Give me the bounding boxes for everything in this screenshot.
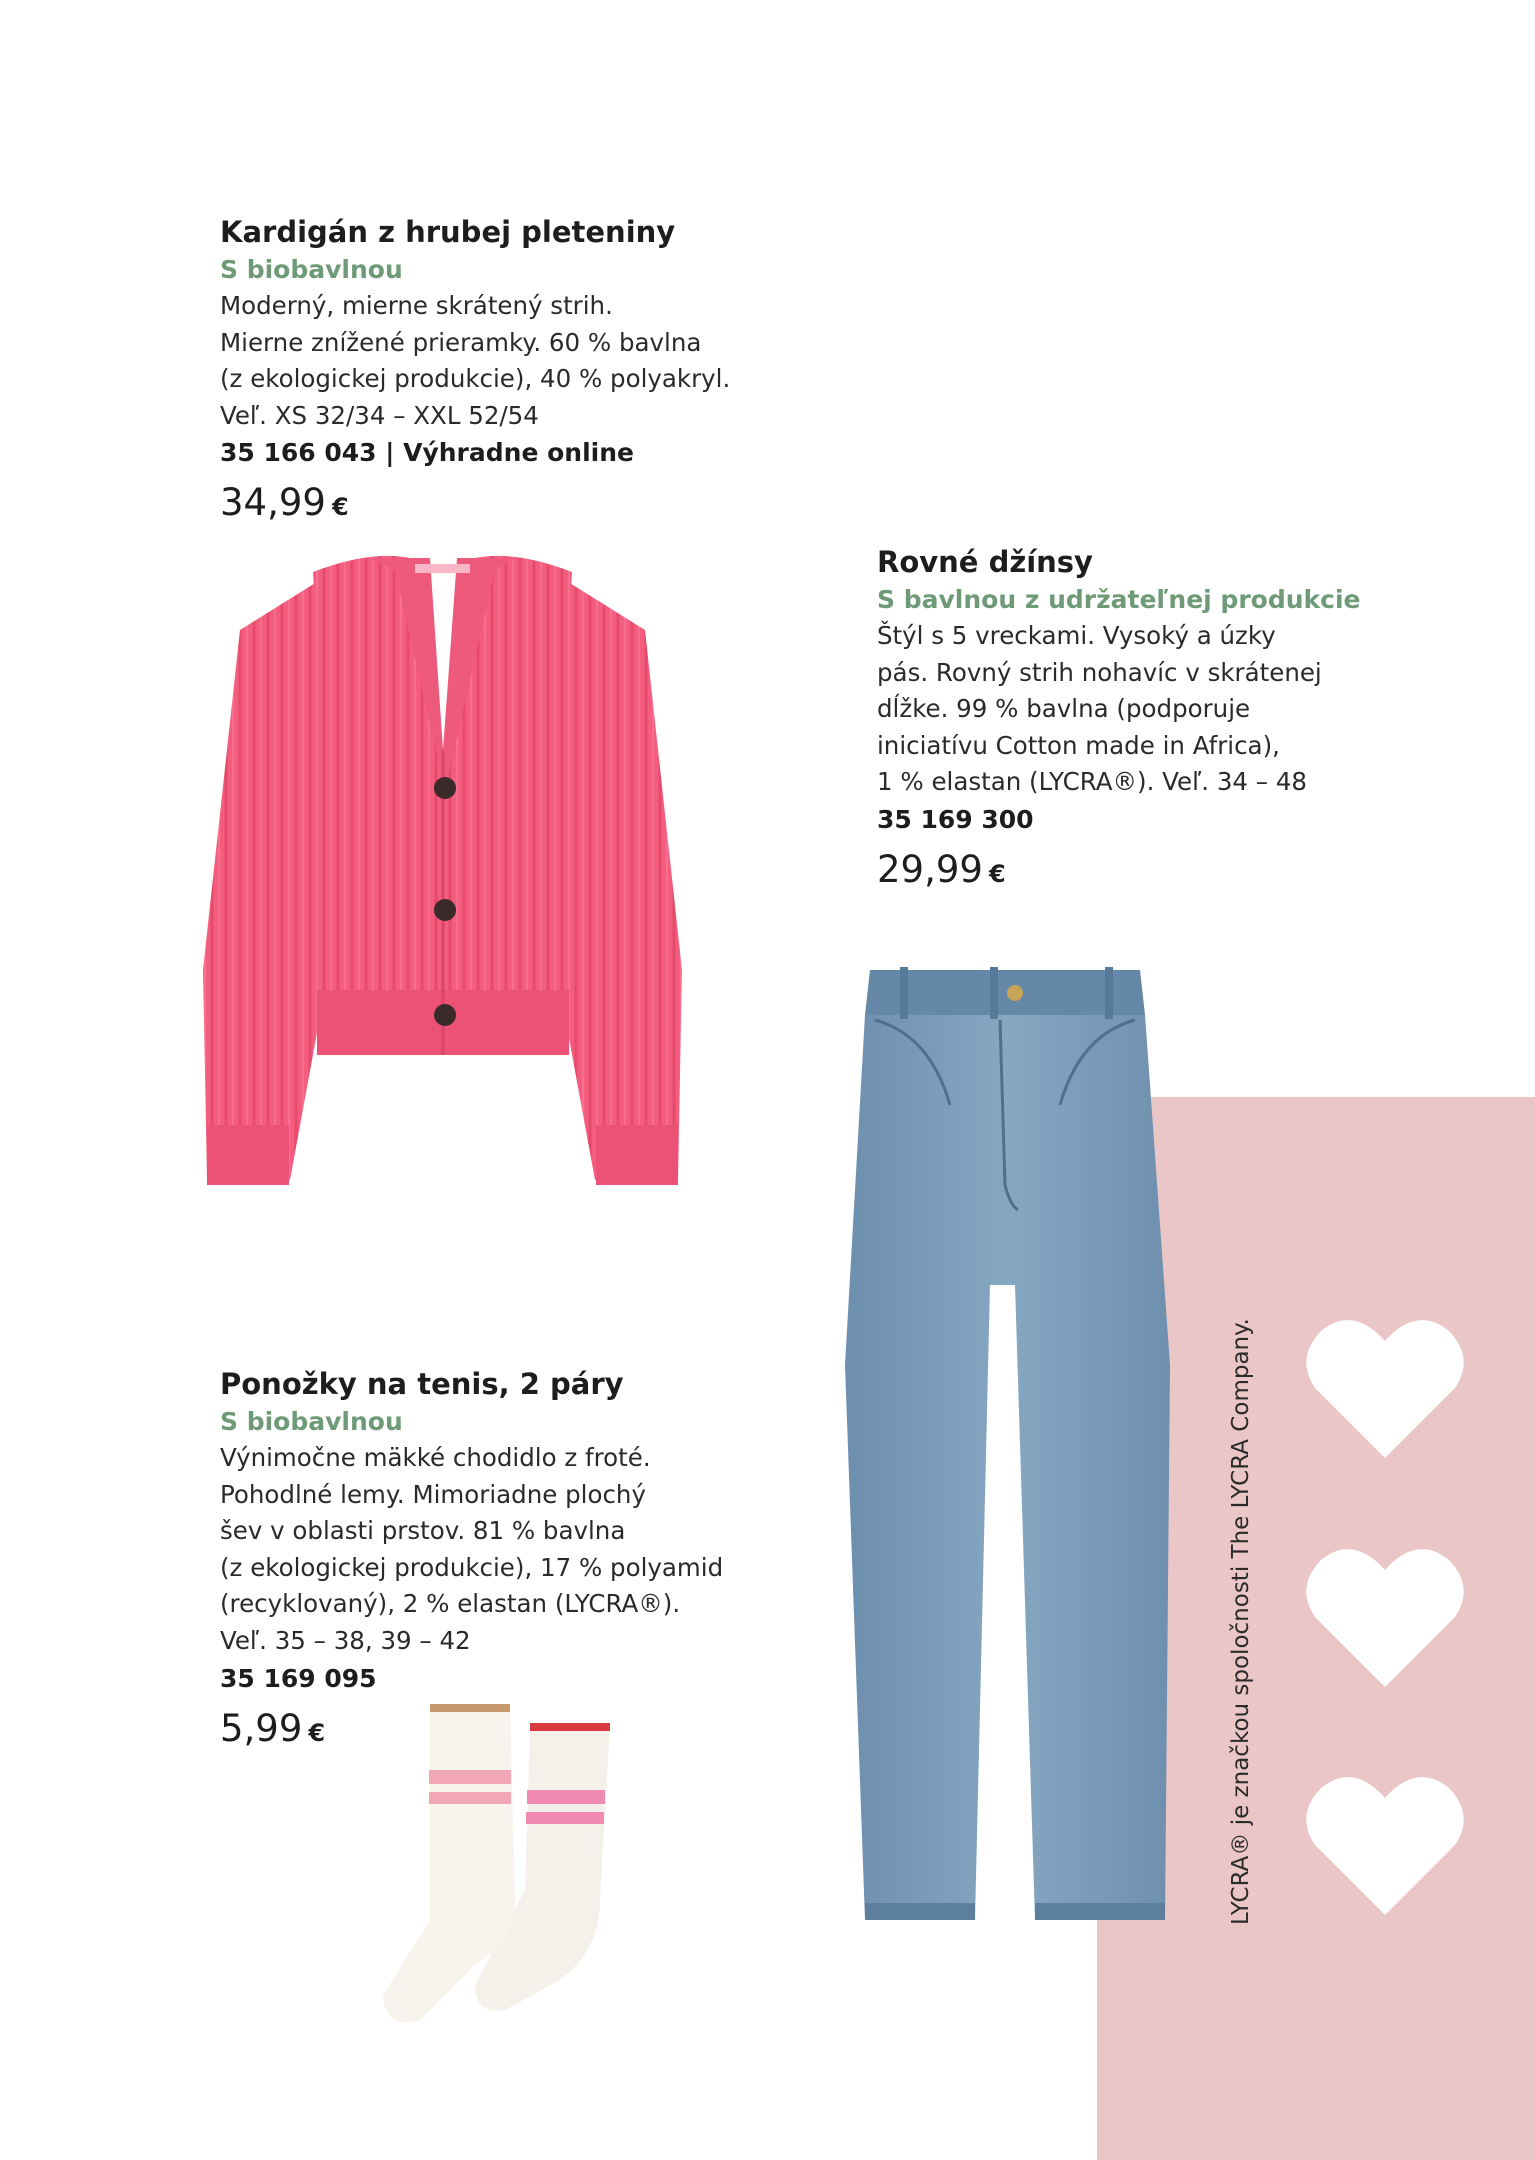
product-description: Štýl s 5 vreckami. Vysoký a úzky pás. Rovný strih nohavíc v skrátenej dĺžke. 99 % bavlna (podporuje iniciatívu Cotton made in Africa), 1 % elastan (LYCRA®). Veľ. 34 – 48: [877, 621, 1322, 797]
product-price: 29,99 €: [877, 847, 1006, 891]
product-description: Moderný, mierne skrátený strih. Mierne znížené prieramky. 60 % bavlna (z ekologickej produkcie), 40 % polyakryl. Veľ. XS 32/34 – XXL 52/54: [220, 291, 731, 430]
product-subtitle: S bavlnou z udržateľnej produkcie: [877, 585, 1361, 614]
jeans-image: [840, 965, 1180, 1930]
product-title: Ponožky na tenis, 2 páry: [220, 1367, 624, 1401]
product-code: 35 169 095: [220, 1663, 377, 1693]
product-description: Výnimočne mäkké chodidlo z froté. Pohodlné lemy. Mimoriadne plochý šev v oblasti prstov. 81 % bavlna (z ekologickej produkcie), 17 % polyamid (recyklovaný), 2 % elastan (LYCRA®). Veľ. 35 – 38, 39 – 42: [220, 1443, 724, 1655]
product-code: 35 166 043 | Výhradne online: [220, 438, 634, 468]
product-title: Rovné džínsy: [877, 545, 1093, 579]
cardigan-image: [195, 550, 690, 1230]
product-title: Kardigán z hrubej pleteniny: [220, 215, 676, 249]
product-subtitle: S biobavlnou: [220, 1407, 403, 1436]
product-code: 35 169 300: [877, 804, 1034, 834]
lycra-note: LYCRA® je značkou spoločnosti The LYCRA Company.: [1228, 1318, 1254, 1925]
heart-icon: [1303, 1542, 1468, 1692]
product-price: 5,99 €: [220, 1706, 326, 1750]
jeans-info: [877, 543, 1437, 898]
heart-icon: [1303, 1313, 1468, 1463]
product-price: 34,99 €: [220, 481, 349, 525]
heart-icon: [1303, 1770, 1468, 1920]
cardigan-info: [220, 213, 840, 531]
socks-image: [375, 1690, 635, 2030]
product-subtitle: S biobavlnou: [220, 255, 403, 284]
